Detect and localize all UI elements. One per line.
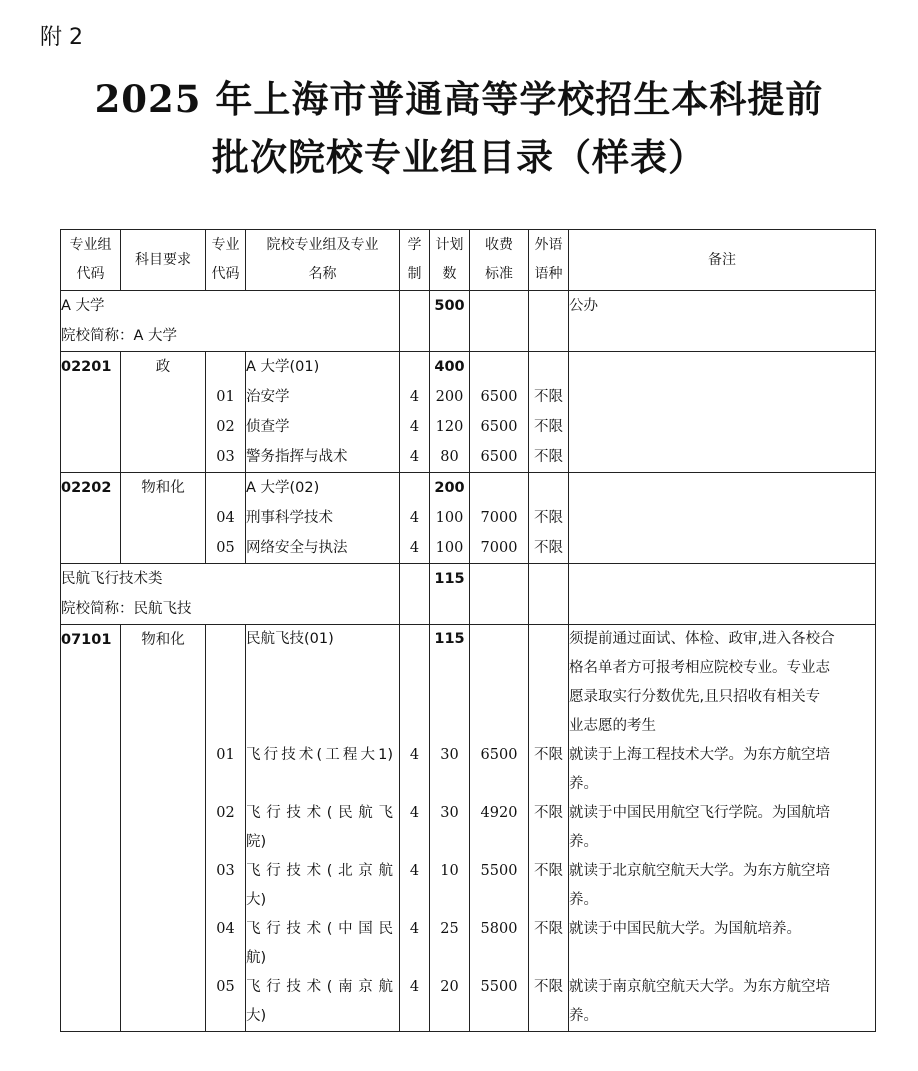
group-subject: 物和化 [121,473,206,564]
school-short-label: 院校简称：民航飞技 [61,601,192,617]
group-plans: 115 30 30 10 25 20 [430,625,470,1032]
group-code: 07101 [61,625,121,1032]
school-row [61,291,876,352]
group-remark [569,352,876,473]
school-years-cell [400,291,430,352]
group-names: A 大学(01) 治安学 侦查学 警务指挥与战术 [246,352,400,473]
group-remark: 须提前通过面试、体检、政审,进入各校合 格名单者方可报考相应院校专业。专业志 愿录取实行分数优先,且只招收有相关专 业志愿的考生 就读于上海工程技术大学。为东方航空培 养。 就读于中国民用航空飞行学院。为国航培 养。 就读于北京航空航天大学。为东方航空培 养。 就读于中国民航大学。为国航培养。 就读于南京航空航天大学。为东方航空培 养。 [569,625,876,1032]
header-fee: 收费 标准 [470,230,529,291]
group-years: 4 4 4 4 4 [400,625,430,1032]
document-title [0,70,918,186]
header-name: 院校专业组及专业 名称 [246,230,400,291]
header-row [61,230,876,291]
school-years-cell [400,564,430,625]
group-names: A 大学(02) 刑事科学技术 网络安全与执法 [246,473,400,564]
school-lang-cell [529,291,569,352]
group-fees: 6500 6500 6500 [470,352,529,473]
header-remark: 备注 [569,230,876,291]
group-years: 4 4 4 [400,352,430,473]
group-names: 民航飞技(01) 飞行技术(工程大1) 飞行技术(民航飞 院) 飞行技术(北京航 大) 飞行技术(中国民 航) 飞行技术(南京航 大) [246,625,400,1032]
header-major-code: 专业 代码 [206,230,246,291]
group-subject: 物和化 [121,625,206,1032]
remark-line: 愿录取实行分数优先,且只招收有相关专 [569,689,821,705]
header-years: 学 制 [400,230,430,291]
group-row [61,352,876,473]
header-plan: 计划 数 [430,230,470,291]
header-lang: 外语 语种 [529,230,569,291]
group-plans: 400 200 120 80 [430,352,470,473]
group-major-codes: 04 05 [206,473,246,564]
group-code: 02201 [61,352,121,473]
attachment-label: 附 2 [40,25,83,50]
group-langs: 不限 不限 不限 [529,352,569,473]
school-lang-cell [529,564,569,625]
group-remark [569,473,876,564]
group-major-codes: 01 02 03 04 05 [206,625,246,1032]
school-short-label: 院校简称：A 大学 [61,328,178,344]
group-langs: 不限 不限 [529,473,569,564]
group-fees: 6500 4920 5500 5800 5500 [470,625,529,1032]
header-subject-req: 科目要求 [121,230,206,291]
school-name: A 大学 [61,298,105,314]
school-name-cell [61,564,400,625]
group-code: 02202 [61,473,121,564]
group-plans: 200 100 100 [430,473,470,564]
school-plan: 500 [430,291,470,352]
remark-line: 业志愿的考生 [569,718,656,734]
header-group-code: 专业组 代码 [61,230,121,291]
school-fee-cell [470,564,529,625]
group-fees: 7000 7000 [470,473,529,564]
group-years: 4 4 [400,473,430,564]
school-plan: 115 [430,564,470,625]
title-line-1: 2025 年上海市普通高等学校招生本科提前 [94,77,824,121]
school-remark [569,564,876,625]
group-langs: 不限 不限 不限 不限 不限 [529,625,569,1032]
remark-line: 须提前通过面试、体检、政审,进入各校合 [569,631,835,647]
catalog-table [60,229,876,1032]
group-subject: 政 [121,352,206,473]
group-row [61,473,876,564]
school-row [61,564,876,625]
remark-line: 格名单者方可报考相应院校专业。专业志 [569,660,830,676]
school-name: 民航飞行技术类 [61,571,163,587]
group-major-codes: 01 02 03 [206,352,246,473]
school-name-cell [61,291,400,352]
school-remark: 公办 [569,291,876,352]
group-row [61,625,876,1032]
title-line-2: 批次院校专业组目录（样表） [212,135,706,179]
school-fee-cell [470,291,529,352]
